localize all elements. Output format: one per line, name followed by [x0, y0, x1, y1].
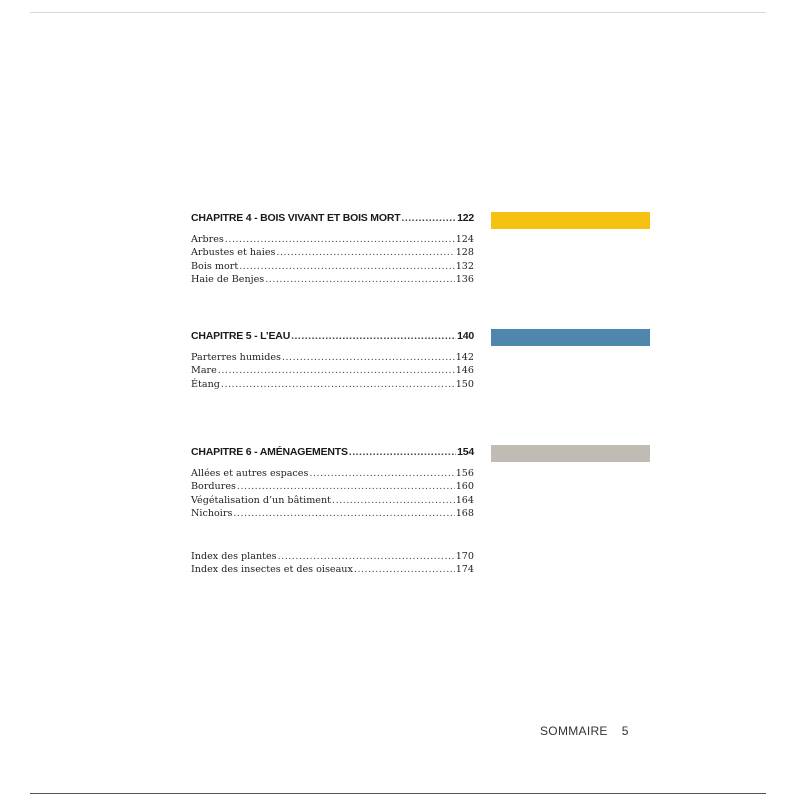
entry-page: 164 [455, 494, 474, 506]
entry-page: 174 [455, 564, 474, 576]
dot-leader [354, 563, 455, 576]
dot-leader [221, 378, 455, 391]
entry-title: Parterres humides [191, 352, 281, 363]
chapter-page: 140 [457, 330, 474, 342]
chapter-title: CHAPITRE 4 - BOIS VIVANT ET BOIS MORT [191, 212, 401, 224]
chapter-5-section [191, 330, 474, 391]
dot-leader [265, 273, 454, 286]
entry-page: 160 [455, 481, 474, 493]
entry-title: Végétalisation d’un bâtiment [191, 494, 332, 506]
chapter-page: 154 [457, 446, 474, 458]
dot-leader [239, 260, 455, 273]
dot-leader [218, 364, 455, 377]
chapter-4-color-bar [491, 212, 650, 229]
dot-leader [225, 233, 455, 246]
toc-entry[interactable] [191, 260, 474, 273]
chapter-4-heading[interactable] [191, 212, 474, 224]
entry-title: Mare [191, 365, 217, 377]
entry-page: 142 [455, 352, 474, 363]
index-section [191, 550, 474, 577]
chapter-6-color-bar [491, 445, 650, 462]
entry-title: Index des insectes et des oiseaux [191, 564, 353, 576]
chapter-title: CHAPITRE 5 - L’EAU [191, 330, 291, 342]
entry-title: Arbres [191, 234, 224, 245]
dot-leader [332, 494, 455, 507]
entry-page: 124 [455, 234, 474, 245]
entry-page: 128 [455, 247, 474, 259]
entry-title: Bordures [191, 481, 236, 493]
toc-entry[interactable] [191, 467, 474, 480]
chapter-5-heading[interactable] [191, 330, 474, 342]
toc-entry[interactable] [191, 364, 474, 377]
toc-entry[interactable] [191, 273, 474, 286]
dot-leader [278, 550, 455, 563]
dot-leader [237, 480, 455, 493]
entry-page: 136 [455, 273, 474, 285]
entry-title: Nichoirs [191, 507, 233, 519]
index-entry[interactable] [191, 550, 474, 563]
toc-entry[interactable] [191, 246, 474, 259]
toc-entry[interactable] [191, 233, 474, 246]
bottom-rule [30, 793, 766, 794]
entry-page: 150 [455, 378, 474, 390]
dot-leader [233, 507, 454, 520]
entry-title: Bois mort [191, 260, 239, 272]
toc-entry[interactable] [191, 494, 474, 507]
entry-page: 132 [455, 260, 474, 272]
dot-leader [291, 330, 456, 342]
dot-leader [276, 246, 454, 259]
dot-leader [349, 446, 456, 458]
page-number: 5 [621, 724, 629, 738]
dot-leader [282, 351, 455, 364]
top-rule [30, 12, 766, 13]
entry-page: 168 [455, 507, 474, 519]
chapter-4-section [191, 212, 474, 286]
footer-section-label: SOMMAIRE [540, 724, 608, 738]
entry-page: 156 [455, 468, 474, 479]
toc-entry[interactable] [191, 378, 474, 391]
index-entry[interactable] [191, 563, 474, 576]
chapter-5-color-bar [491, 329, 650, 346]
toc-entry[interactable] [191, 351, 474, 364]
toc-entry[interactable] [191, 480, 474, 493]
chapter-6-heading[interactable] [191, 446, 474, 458]
chapter-title: CHAPITRE 6 - AMÉNAGEMENTS [191, 446, 348, 458]
dot-leader [401, 212, 456, 224]
entry-title: Index des plantes [191, 551, 277, 562]
entry-page: 146 [455, 365, 474, 377]
entry-title: Haie de Benjes [191, 273, 265, 285]
entry-page: 170 [455, 551, 474, 562]
entry-title: Allées et autres espaces [191, 468, 309, 479]
dot-leader [309, 467, 454, 480]
chapter-page: 122 [457, 212, 474, 224]
toc-entry[interactable] [191, 507, 474, 520]
entry-title: Étang [191, 378, 220, 390]
page-footer [540, 724, 629, 738]
entry-title: Arbustes et haies [191, 247, 276, 259]
chapter-6-section [191, 446, 474, 520]
